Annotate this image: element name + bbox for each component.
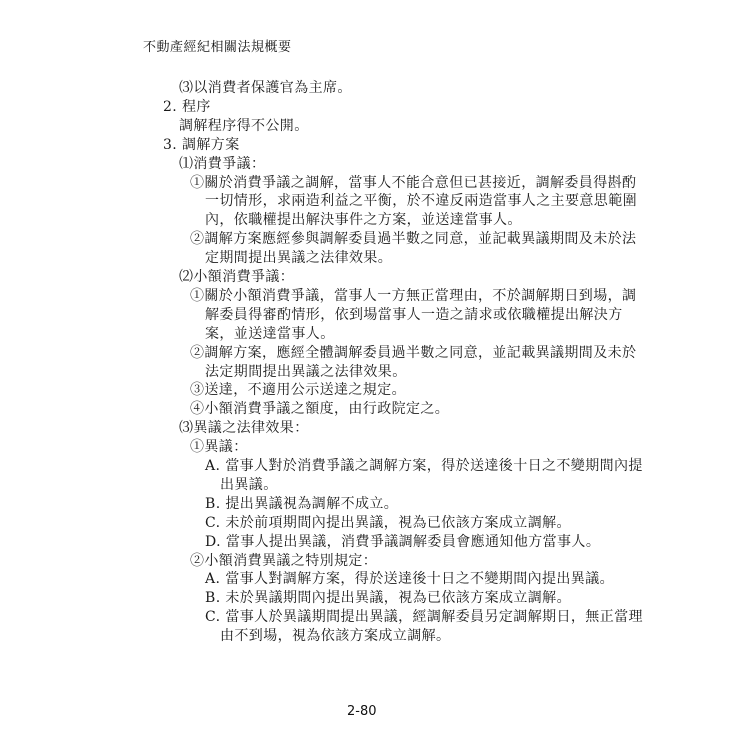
body-line: B. 未於異議期間內提出異議，視為已依該方案成立調解。 <box>205 590 571 606</box>
body-line: 定期間提出異議之法律效果。 <box>205 250 393 266</box>
subsection-heading: ⑴消費爭議： <box>179 156 266 172</box>
section-heading: 3. 調解方案 <box>163 137 240 153</box>
page-number: 2-80 <box>347 704 377 719</box>
body-line: ⑶以消費者保護官為主席。 <box>179 80 352 96</box>
body-line: 內，依職權提出解決事件之方案，並送達當事人。 <box>205 212 522 228</box>
running-header: 不動產經紀相關法規概要 <box>143 40 292 55</box>
subsection-heading: ⑶異議之法律效果： <box>179 420 309 436</box>
body-line: 由不到場，視為依該方案成立調解。 <box>220 628 451 644</box>
body-line: A. 當事人對於消費爭議之調解方案，得於送達後十日之不變期間內提 <box>205 458 643 474</box>
section-heading: 2. 程序 <box>163 99 211 115</box>
body-line: ②調解方案，應經全體調解委員過半數之同意，並記載異議期間及未於 <box>190 345 637 361</box>
body-line: ③送達，不適用公示送達之規定。 <box>190 382 406 398</box>
body-line: 案，並送達當事人。 <box>205 326 335 342</box>
body-line: 解委員得審酌情形，依到場當事人一造之請求或依職權提出解決方 <box>205 307 623 323</box>
body-line: C. 未於前項期間內提出異議，視為已依該方案成立調解。 <box>205 515 571 531</box>
body-line: C. 當事人於異議期間提出異議，經調解委員另定調解期日，無正當理 <box>205 609 643 625</box>
body-line: ①關於消費爭議之調解，當事人不能合意但已甚接近，調解委員得斟酌 <box>190 175 637 191</box>
body-line: D. 當事人提出異議，消費爭議調解委員會應通知他方當事人。 <box>205 534 601 550</box>
body-line: 出異議。 <box>220 477 278 493</box>
body-line: 法定期間提出異議之法律效果。 <box>205 364 407 380</box>
body-line: ④小額消費爭議之額度，由行政院定之。 <box>190 401 450 417</box>
body-line: B. 提出異議視為調解不成立。 <box>205 496 399 512</box>
body-line: ①異議： <box>190 439 248 455</box>
body-line: 一切情形，求兩造利益之平衡，於不違反兩造當事人之主要意思範圍 <box>205 193 637 209</box>
body-line: 調解程序得不公開。 <box>179 118 309 134</box>
body-line: ②調解方案應經參與調解委員過半數之同意，並記載異議期間及未於法 <box>190 231 637 247</box>
body-line: ②小額消費異議之特別規定： <box>190 553 378 569</box>
body-line: ①關於小額消費爭議，當事人一方無正當理由，不於調解期日到場，調 <box>190 288 637 304</box>
body-line: A. 當事人對調解方案，得於送達後十日之不變期間內提出異議。 <box>205 571 615 587</box>
subsection-heading: ⑵小額消費爭議： <box>179 269 295 285</box>
